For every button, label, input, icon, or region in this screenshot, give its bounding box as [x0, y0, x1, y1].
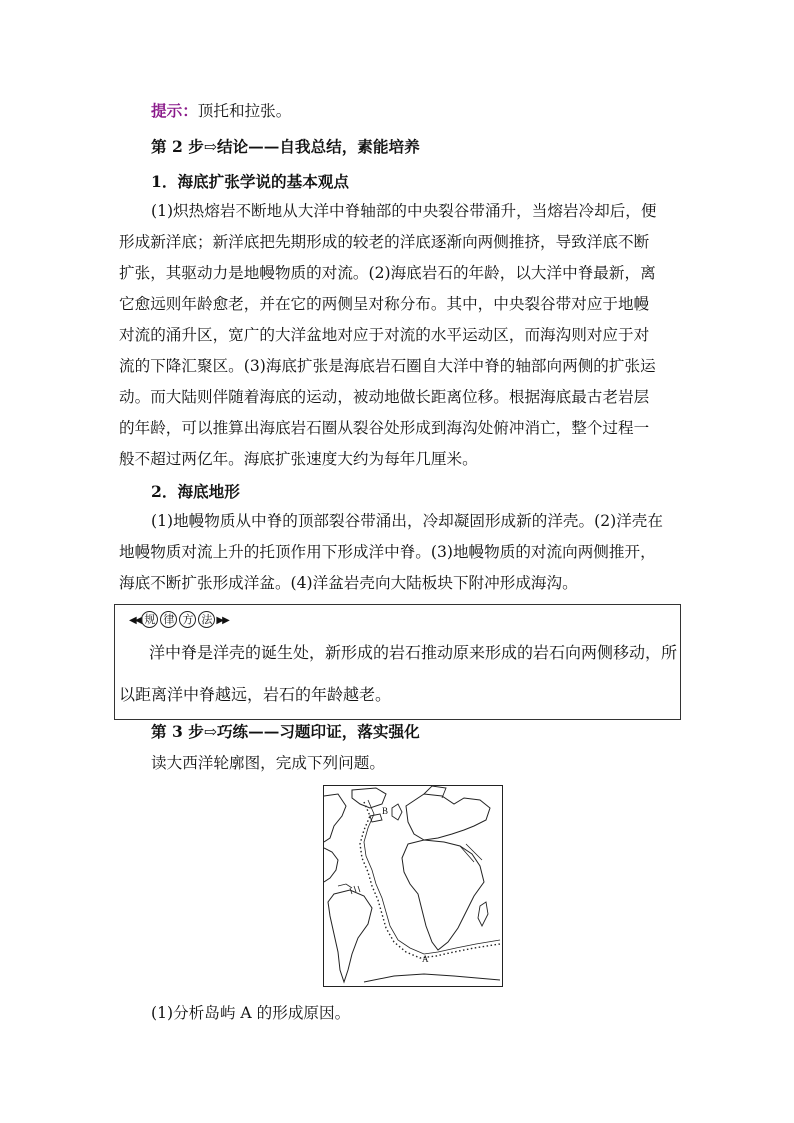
section1-line: 流的下降汇聚区。(3)海底扩张是海底岩石圈自大洋中脊的轴部向两侧的扩张运: [119, 357, 656, 375]
exercise-intro: 读大西洋轮廓图，完成下列问题。: [151, 754, 385, 772]
section2-line: (1)地幔物质从中脊的顶部裂谷带涌出，冷却凝固形成新的洋壳。(2)洋壳在: [151, 512, 663, 530]
section2-line: 地幔物质对流上升的托顶作用下形成洋中脊。(3)地幔物质的对流向两侧推开，: [119, 543, 656, 561]
hint-line: [151, 101, 291, 121]
method-tag: [129, 611, 228, 629]
section1-line: (1)炽热熔岩不断地从大洋中脊轴部的中央裂谷带涌升，当熔岩冷却后，便: [151, 202, 657, 220]
tag-char: 方: [179, 611, 196, 628]
double-right-arrow-icon: ▶▶: [216, 615, 228, 626]
section1-line: 般不超过两亿年。海底扩张速度大约为每年几厘米。: [119, 450, 478, 468]
method-line: 以距离洋中脊越远，岩石的年龄越老。: [119, 685, 392, 704]
hint-text: 顶托和拉张。: [197, 102, 292, 120]
section1-line: 的年龄，可以推算出海底岩石圈从裂谷处形成到海沟处俯冲消亡，整个过程一: [119, 419, 650, 437]
step3-title: 第 3 步⇨巧练——习题印证，落实强化: [151, 722, 420, 741]
atlantic-outline-map: [323, 785, 503, 987]
map-label-a: A: [422, 954, 429, 964]
section1-line: 对流的涌升区，宽广的大洋盆地对应于对流的水平运动区，而海沟则对应于对: [119, 326, 650, 344]
hint-label: 提示：: [151, 101, 198, 120]
section2-title: 2．海底地形: [151, 482, 240, 501]
double-left-arrow-icon: ◀◀: [129, 615, 141, 626]
map-drawing: [324, 786, 501, 985]
section1-line: 扩张，其驱动力是地幔物质的对流。(2)海底岩石的年龄，以大洋中脊最新，离: [119, 264, 656, 282]
section1-title: 1．海底扩张学说的基本观点: [151, 172, 349, 191]
section2-line: 海底不断扩张形成洋盆。(4)洋盆岩壳向大陆板块下附冲形成海沟。: [119, 574, 578, 592]
step2-title: 第 2 步⇨结论——自我总结，素能培养: [151, 137, 420, 156]
section1-line: 形成新洋底；新洋底把先期形成的较老的洋底逐渐向两侧推挤，导致洋底不断: [119, 233, 650, 251]
map-label-b: B: [382, 806, 389, 816]
tag-char: 法: [198, 611, 215, 628]
tag-char: 规: [141, 611, 158, 628]
method-line: 洋中脊是洋壳的诞生处，新形成的岩石推动原来形成的岩石向两侧移动，所: [149, 643, 678, 662]
method-box: [114, 604, 681, 720]
section1-line: 它愈远则年龄愈老，并在它的两侧呈对称分布。其中，中央裂谷带对应于地幔: [119, 295, 650, 313]
question-1: (1)分析岛屿 A 的形成原因。: [151, 1004, 351, 1022]
tag-char: 律: [160, 611, 177, 628]
section1-line: 动。而大陆则伴随着海底的运动，被动地做长距离位移。根据海底最古老岩层: [119, 388, 650, 406]
